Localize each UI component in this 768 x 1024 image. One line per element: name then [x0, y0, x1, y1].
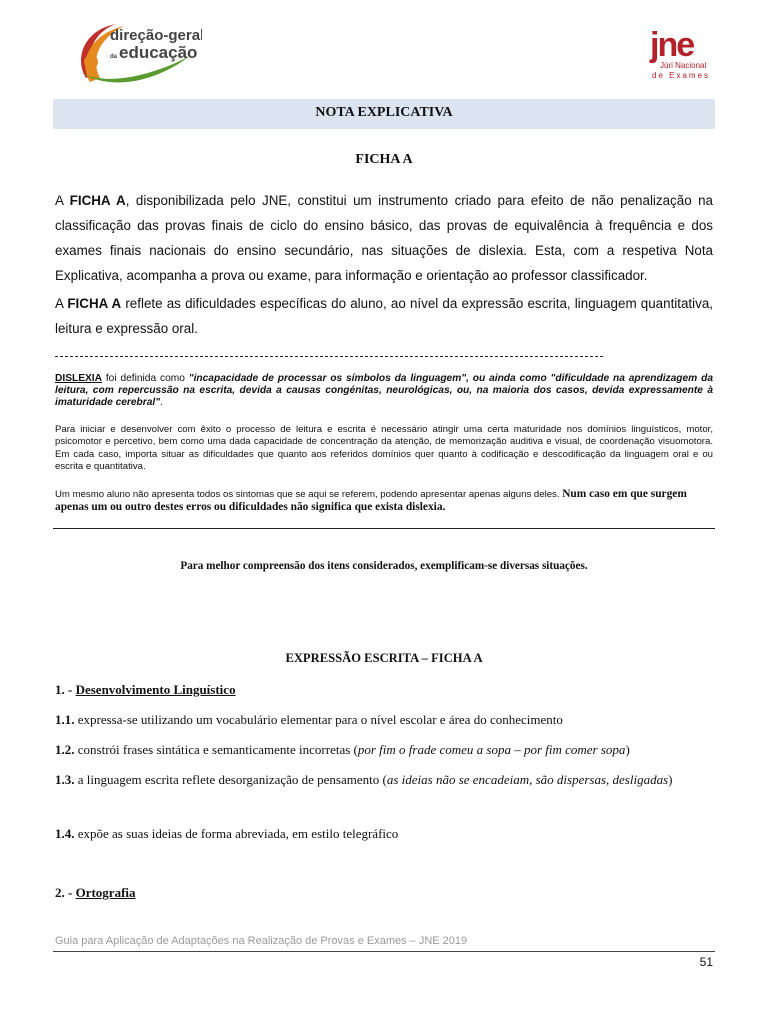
ficha-title: FICHA A [355, 152, 413, 167]
section-1-heading [55, 682, 236, 698]
p2-b: FICHA A [67, 296, 122, 311]
item-text: expressa-se utilizando um vocabulário elementar para o nível escolar e área do conhecimento [74, 712, 563, 727]
dislexia-end: . [160, 397, 163, 409]
p1-a: A [55, 193, 70, 208]
intro-paragraph-2 [55, 291, 713, 341]
item-1-4 [55, 822, 713, 845]
dislexia-mid: foi definida como [101, 373, 189, 384]
logo-jne-line2: de Exames [652, 71, 711, 80]
dashed-divider [55, 356, 603, 357]
dislexia-definition [55, 373, 713, 410]
compreensao-note: Para melhor compreensão dos itens considerados, exemplificam-se diversas situações. [180, 560, 588, 572]
section-1-label: Desenvolvimento Linguístico [75, 682, 236, 697]
expressao-escrita-title: EXPRESSÃO ESCRITA – FICHA A [285, 651, 483, 665]
section-1-prefix: 1. - [55, 682, 76, 697]
item-close: ) [668, 772, 673, 787]
section-2-heading [55, 885, 136, 901]
item-example: as ideias não se encadeiam, são dispersas, desligadas [386, 772, 669, 787]
item-number: 1.4. [55, 826, 75, 841]
maturity-paragraph: Para iniciar e desenvolver com êxito o processo de leitura e escrita é necessário atingir uma certa maturidade nos domínios linguísticos, motor, psicomotor e percetivo, bem como uma dada capacidade de concentração da atenção, de memorização auditiva e visual, de coordenação visuomotora. Em cada caso, importa situar as dificuldades que quanto aos referidos domínios quer quanto à codificação e descodificação da linguagem oral e ou escrita e quantitativa. [55, 424, 713, 473]
item-1-1 [55, 708, 713, 731]
footer-divider [53, 951, 715, 952]
dge-logo [72, 18, 202, 90]
intro-paragraph-1 [55, 188, 713, 288]
item-1-3 [55, 768, 713, 791]
solid-divider [53, 528, 715, 529]
p1-b: FICHA A [69, 193, 126, 208]
page-number: 51 [699, 955, 713, 969]
item-number: 1.2. [55, 742, 75, 757]
p2-a: A [55, 296, 68, 311]
p2-c: reflete as dificuldades específicas do aluno, ao nível da expressão escrita, linguagem quantitativa, leitura e expressão oral. [55, 296, 713, 336]
symptoms-paragraph [55, 488, 713, 514]
logo-dge-line1: direção-geral [110, 27, 202, 44]
page-title: NOTA EXPLICATIVA [315, 105, 453, 120]
jne-logo [648, 24, 720, 80]
p1-c: , disponibilizada pelo JNE, constitui um instrumento criado para efeito de não penalização na classificação das provas finais de ciclo do ensino básico, das provas de equivalência à frequência e dos exames finais nacionais do ensino secundário, nas situações de dislexia. Esta, com a respetiva Nota Explicativa, acompanha a prova ou exame, para informação e orientação ao professor classificador. [55, 193, 713, 283]
item-1-2 [55, 738, 713, 761]
logo-dge-line2: educação [119, 43, 198, 62]
item-example: por fim o frade comeu a sopa – por fim comer sopa [357, 742, 626, 757]
section-2-prefix: 2. - [55, 885, 76, 900]
item-text: a linguagem escrita reflete desorganização de pensamento ( [74, 772, 387, 787]
section-2-label: Ortografia [75, 885, 136, 900]
item-close: ) [625, 742, 630, 757]
dislexia-term: DISLEXIA [55, 373, 102, 384]
logo-jne-letters: jne [650, 26, 694, 64]
item-text: constrói frases sintática e semanticamente incorretas ( [74, 742, 358, 757]
item-number: 1.1. [55, 712, 75, 727]
footer-text: Guia para Aplicação de Adaptações na Realização de Provas e Exames – JNE 2019 [55, 935, 468, 947]
dislexia-quote: "incapacidade de processar os símbolos da linguagem", ou ainda como "dificuldade na aprendizagem da leitura, com repercussão na escrita, devida a causas congénitas, neurológicas, ou, na maioria dos casos, devida expressamente à imaturidade cerebral" [55, 373, 713, 409]
symptoms-a: Um mesmo aluno não apresenta todos os sintomas que se aqui se referem, podendo apresentar apenas alguns deles. [55, 489, 563, 500]
item-text: expõe as suas ideias de forma abreviada, em estilo telegráfico [74, 826, 399, 841]
symptoms-b: Num caso em que surgem apenas um ou outro destes erros ou dificuldades não significa que exista dislexia. [55, 488, 687, 513]
title-bar [53, 99, 715, 129]
logo-jne-line1: Júri Nacional [660, 61, 707, 70]
item-number: 1.3. [55, 772, 75, 787]
logo-dge-small: da [110, 54, 118, 60]
